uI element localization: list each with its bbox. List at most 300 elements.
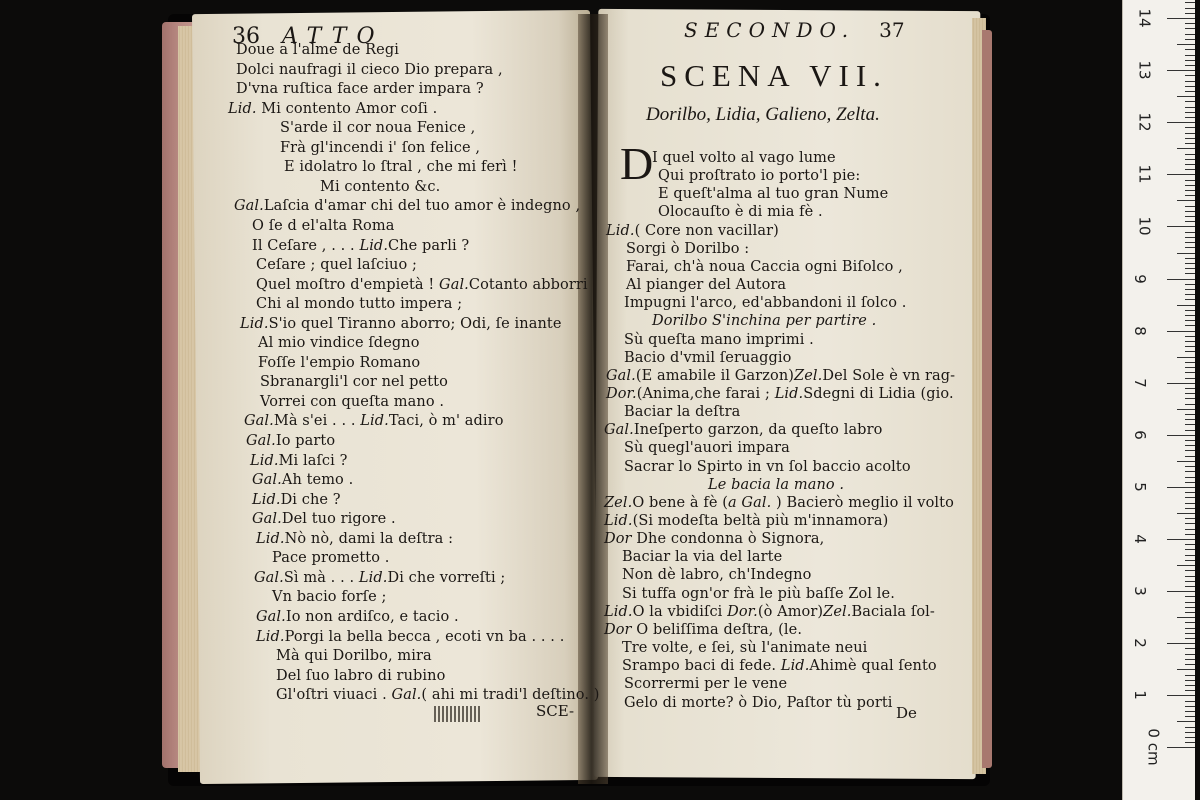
- ruler-tick: [1185, 49, 1195, 50]
- scene-title: SCENA VII.: [660, 58, 888, 93]
- text-line: [604, 530, 824, 548]
- ruler-tick: [1185, 310, 1195, 311]
- ruler-tick: [1185, 544, 1195, 545]
- ruler-tick: [1167, 18, 1195, 19]
- text-line: [708, 476, 844, 494]
- speaker-label: Lid.: [250, 452, 279, 469]
- signature-mark: [434, 706, 480, 722]
- line-text: Ceſare ; quel laſciuo ;: [256, 257, 418, 274]
- ruler-tick: [1185, 549, 1195, 550]
- line-text: E idolatro lo ſtral , che mi ferì !: [284, 159, 518, 176]
- text-line: [606, 222, 779, 240]
- speaker-label: Gal.: [439, 276, 469, 293]
- speaker-label: Lid.: [358, 569, 388, 586]
- line-text: Pace prometto .: [272, 550, 390, 567]
- ruler-tick: [1185, 654, 1195, 655]
- line-text: Farai, ch'à noua Caccia ogni Biſolco ,: [626, 258, 903, 275]
- text-line: [280, 139, 480, 157]
- ruler-tick: [1185, 701, 1195, 702]
- ruler-label: 11: [1135, 164, 1154, 184]
- line-text: Di che ?: [280, 491, 341, 508]
- ruler-label: 6: [1130, 430, 1149, 440]
- speaker-label: Gal.: [244, 413, 274, 430]
- text-line: [624, 675, 787, 693]
- ruler-tick: [1167, 747, 1195, 748]
- line-text: Chi al mondo tutto impera ;: [256, 296, 463, 313]
- ruler-tick: [1167, 279, 1195, 280]
- ruler-tick: [1185, 570, 1195, 571]
- speaker-label: Gal.: [606, 367, 636, 384]
- ruler-tick: [1177, 513, 1195, 514]
- ruler-tick: [1167, 383, 1195, 384]
- speaker-label: Gal.: [252, 472, 282, 489]
- line-text: S'io quel Tiranno aborro; Odi, ſe inante: [268, 315, 562, 332]
- ruler-tick: [1185, 284, 1195, 285]
- line-text: Frà gl'incendi i' ſon felice ,: [280, 139, 481, 156]
- text-line: [284, 158, 518, 176]
- text-line: [624, 403, 740, 421]
- ruler-tick: [1185, 180, 1195, 181]
- line-text: Bacio d'vmil ſeruaggio: [624, 349, 792, 366]
- text-line: [246, 432, 335, 450]
- line-text: Non dè labro, ch'Indegno: [622, 567, 812, 584]
- speaker-label: Gal.: [254, 569, 284, 586]
- ruler-tick: [1185, 388, 1195, 389]
- ruler-tick: [1185, 133, 1195, 134]
- text-line: [622, 639, 867, 657]
- speaker-label: Dor.: [606, 385, 637, 402]
- line-text: O bene à fè (: [632, 494, 728, 511]
- ruler-tick: [1185, 638, 1195, 639]
- ruler-tick: [1185, 529, 1195, 530]
- ruler-tick: [1185, 508, 1195, 509]
- stage-direction: Dorilbo S'inchina per partire .: [652, 313, 877, 330]
- ruler-tick: [1185, 497, 1195, 498]
- ruler-tick: [1185, 711, 1195, 712]
- ruler-tick: [1185, 65, 1195, 66]
- ruler-tick: [1185, 576, 1195, 577]
- line-text: Srampo baci di fede.: [622, 658, 781, 675]
- right-page-number: 37: [879, 18, 905, 42]
- text-line: [252, 217, 394, 235]
- text-line: [622, 657, 937, 675]
- text-line: [236, 41, 399, 59]
- text-line: [256, 608, 459, 626]
- ruler-tick: [1185, 237, 1195, 238]
- text-line: [624, 458, 911, 476]
- text-line: [658, 185, 888, 203]
- ruler-tick: [1185, 39, 1195, 40]
- book-cover-right: [982, 30, 992, 768]
- ruler-tick: [1185, 419, 1195, 420]
- line-text: Io parto: [275, 433, 336, 449]
- ruler-tick: [1185, 242, 1195, 243]
- ruler-tick: [1177, 253, 1195, 254]
- line-text: ( Core non vacillar): [634, 222, 779, 239]
- ruler-tick: [1185, 732, 1195, 733]
- ruler-tick: [1177, 721, 1195, 722]
- ruler-tick: [1185, 440, 1195, 441]
- line-text: Laſcia d'amar chi del tuo amor è indegno ,: [263, 198, 581, 215]
- ruler-tick: [1185, 393, 1195, 394]
- line-text: Cotanto abborri: [468, 276, 588, 293]
- speaker-label: Lid.: [774, 385, 804, 402]
- ruler-tick: [1185, 471, 1195, 472]
- text-line: [652, 312, 876, 330]
- line-text: Baciar la deſtra: [624, 404, 741, 421]
- text-line: [260, 393, 444, 411]
- ruler-tick: [1185, 263, 1195, 264]
- ruler-tick: [1185, 737, 1195, 738]
- text-line: [320, 178, 440, 196]
- ruler-tick: [1185, 60, 1195, 61]
- ruler-tick: [1185, 398, 1195, 399]
- ruler-label: 13: [1135, 60, 1154, 80]
- ruler-tick: [1185, 628, 1195, 629]
- ruler-tick: [1185, 680, 1195, 681]
- ruler-tick: [1185, 232, 1195, 233]
- ruler-tick: [1185, 706, 1195, 707]
- text-line: [604, 512, 888, 530]
- ruler-tick: [1185, 86, 1195, 87]
- line-text: Ahimè qual ſento: [809, 658, 937, 675]
- text-line: [280, 119, 475, 137]
- line-text: D'vna ruſtica face arder impara ?: [236, 81, 484, 98]
- ruler-tick: [1185, 268, 1195, 269]
- text-line: [240, 315, 562, 333]
- text-line: [252, 237, 469, 255]
- ruler-tick: [1185, 101, 1195, 102]
- line-text: Del Sole è vn rag-: [822, 367, 956, 384]
- line-text: O beliſſima deſtra, (le.: [631, 621, 803, 638]
- line-text: Scorrermi per le vene: [624, 676, 788, 693]
- text-line: [256, 530, 453, 548]
- ruler-tick: [1185, 445, 1195, 446]
- text-line: [258, 334, 420, 352]
- line-text: Taci, ò m' adiro: [388, 413, 504, 430]
- ruler-tick: [1185, 612, 1195, 613]
- ruler-tick: [1185, 664, 1195, 665]
- left-catchword: SCE-: [536, 702, 575, 720]
- text-line: [252, 491, 341, 509]
- speaker-label: Zel.: [823, 603, 852, 620]
- ruler-tick: [1185, 555, 1195, 556]
- line-text: Sù queſta mano imprimi .: [624, 331, 814, 348]
- text-line: [604, 603, 935, 621]
- ruler-label: 9: [1130, 273, 1149, 284]
- ruler-tick: [1185, 117, 1195, 118]
- ruler-tick: [1167, 435, 1195, 436]
- ruler-tick: [1185, 336, 1195, 337]
- line-text: Del ſuo labro di rubino: [276, 667, 446, 684]
- ruler-tick: [1167, 70, 1195, 71]
- ruler-tick: [1185, 91, 1195, 92]
- line-text: Mi contento Amor coſi .: [256, 100, 438, 117]
- line-text: O la vbidiſci: [632, 603, 728, 620]
- ruler-tick: [1185, 482, 1195, 483]
- ruler-label: 0 cm: [1144, 728, 1163, 767]
- line-text: Dolci naufragi il cieco Dio prepara ,: [236, 61, 503, 78]
- line-text: Nò nò, dami la deſtra :: [284, 530, 454, 547]
- ruler-label: 10: [1135, 216, 1154, 236]
- measurement-ruler: [1122, 0, 1195, 800]
- ruler-tick: [1185, 294, 1195, 295]
- text-line: [236, 61, 503, 79]
- scene-characters: Dorilbo, Lidia, Galieno, Zelta.: [646, 104, 880, 125]
- line-text: Olocauſto è di mia fè .: [658, 204, 823, 221]
- ruler-tick: [1185, 602, 1195, 603]
- line-text: Sdegni di Lidia (gio.: [803, 385, 954, 402]
- line-text: Gl'oſtri viuaci .: [276, 687, 392, 704]
- left-running-title: ATTO: [282, 24, 385, 49]
- ruler-tick: [1185, 424, 1195, 425]
- line-text: I quel volto al vago lume: [652, 150, 836, 166]
- line-text: Baciar la via del larte: [622, 549, 783, 566]
- ruler-tick: [1167, 331, 1195, 332]
- text-line: [626, 258, 903, 276]
- right-page-header: [684, 18, 905, 42]
- ruler-label: 2: [1130, 638, 1149, 649]
- speaker-label: Lid.: [256, 628, 285, 645]
- ruler-tick: [1177, 461, 1195, 462]
- ruler-tick: [1185, 75, 1195, 76]
- ruler-tick: [1185, 206, 1195, 207]
- text-line: [272, 549, 389, 567]
- text-line: [604, 494, 954, 512]
- ruler-tick: [1167, 695, 1195, 696]
- ruler-tick: [1185, 367, 1195, 368]
- ruler-tick: [1185, 503, 1195, 504]
- speaker-label: Lid.: [780, 658, 810, 675]
- ruler-label: 4: [1130, 534, 1149, 544]
- ruler-label: 1: [1130, 690, 1149, 701]
- speaker-label: Zel.: [794, 367, 823, 384]
- speaker-label: Gal.: [256, 608, 286, 625]
- speaker-label: Lid.: [360, 413, 389, 430]
- ruler-tick: [1185, 607, 1195, 608]
- line-text: Al pianger del Autora: [626, 277, 787, 294]
- ruler-tick: [1185, 622, 1195, 623]
- line-text: (ò Amor): [757, 603, 824, 620]
- text-line: [606, 385, 954, 403]
- text-line: [606, 367, 955, 385]
- ruler-tick: [1177, 148, 1195, 149]
- speaker-label: Gal.: [234, 198, 264, 215]
- text-line: [244, 412, 504, 430]
- ruler-tick: [1177, 200, 1195, 201]
- text-line: [626, 240, 749, 258]
- speaker-label: Lid.: [256, 530, 285, 547]
- line-text: Del tuo rigore .: [281, 511, 396, 528]
- ruler-label: 14: [1135, 8, 1154, 28]
- ruler-tick: [1185, 414, 1195, 415]
- line-text: Mi laſci ?: [278, 452, 348, 469]
- text-line: [256, 628, 564, 646]
- line-text: Mà s'ei . . .: [273, 413, 361, 430]
- ruler-label: 7: [1130, 377, 1149, 388]
- ruler-tick: [1177, 96, 1195, 97]
- line-text: Foſſe l'empio Romano: [258, 354, 421, 371]
- line-text: Dhe condonna ò Signora,: [631, 531, 825, 548]
- ruler-tick: [1185, 190, 1195, 191]
- line-text: Al mio vindice ſdegno: [258, 335, 420, 352]
- ruler-label: 12: [1135, 112, 1154, 132]
- ruler-tick: [1177, 617, 1195, 618]
- line-text: Qui proſtrato io porto'l pie:: [658, 168, 861, 185]
- ruler-tick: [1177, 565, 1195, 566]
- speaker-label: Lid.: [240, 315, 269, 332]
- ruler-tick: [1185, 13, 1195, 14]
- text-line: [254, 569, 505, 587]
- ruler-tick: [1167, 643, 1195, 644]
- ruler-tick: [1185, 378, 1195, 379]
- ruler-tick: [1185, 325, 1195, 326]
- speaker-label: Gal.: [604, 422, 634, 439]
- ruler-tick: [1185, 8, 1195, 9]
- speaker-label: Lid.: [359, 237, 389, 254]
- book-gutter: [578, 14, 608, 784]
- speaker-label: a Gal.: [727, 494, 772, 511]
- ruler-tick: [1185, 55, 1195, 56]
- line-text: Porgi la bella becca , ecoti vn ba . . . .: [284, 628, 565, 645]
- line-text: O ſe d el'alta Roma: [252, 217, 395, 234]
- ruler-tick: [1185, 143, 1195, 144]
- line-text: Il Ceſare , . . .: [252, 237, 360, 254]
- line-text: Baciala ſol-: [851, 603, 935, 620]
- line-text: Ah temo .: [281, 472, 354, 489]
- ruler-tick: [1185, 346, 1195, 347]
- text-line: [256, 295, 462, 313]
- text-line: [256, 256, 417, 274]
- ruler-tick: [1185, 534, 1195, 535]
- speaker-label: Dor: [604, 531, 632, 548]
- ruler-tick: [1185, 581, 1195, 582]
- ruler-tick: [1185, 164, 1195, 165]
- ruler-tick: [1185, 362, 1195, 363]
- text-line: [236, 80, 484, 98]
- ruler-tick: [1185, 518, 1195, 519]
- text-line: [256, 276, 588, 294]
- ruler-tick: [1177, 409, 1195, 410]
- text-line: [276, 667, 445, 685]
- text-line: [272, 588, 387, 606]
- ruler-tick: [1167, 591, 1195, 592]
- line-text: Vorrei con queſta mano .: [260, 393, 445, 410]
- speaker-label: Zel.: [604, 494, 633, 511]
- ruler-tick: [1185, 23, 1195, 24]
- text-line: [234, 197, 580, 215]
- ruler-tick: [1185, 127, 1195, 128]
- stage-direction: Le bacia la mano .: [708, 476, 845, 493]
- ruler-tick: [1185, 2, 1195, 3]
- ruler-tick: [1185, 320, 1195, 321]
- line-text: Quel moſtro d'empietà !: [256, 276, 440, 293]
- ruler-tick: [1185, 586, 1195, 587]
- line-text: Sorgi ò Dorilbo :: [626, 240, 750, 257]
- line-text: E queſt'alma al tuo gran Nume: [658, 186, 889, 203]
- ruler-tick: [1185, 138, 1195, 139]
- line-text: Mi contento &c.: [320, 178, 441, 195]
- text-line: [622, 585, 895, 603]
- drop-cap: D: [620, 138, 654, 189]
- ruler-tick: [1185, 675, 1195, 676]
- text-line: [624, 439, 790, 457]
- ruler-tick: [1185, 258, 1195, 259]
- ruler-tick: [1185, 211, 1195, 212]
- ruler-tick: [1185, 315, 1195, 316]
- text-line: [624, 294, 906, 312]
- line-text: Che parli ?: [388, 237, 470, 254]
- line-text: ( ahi mi tradi'l deſtino. ): [421, 687, 600, 704]
- ruler-tick: [1185, 289, 1195, 290]
- ruler-tick: [1185, 112, 1195, 113]
- ruler-tick: [1185, 685, 1195, 686]
- ruler-tick: [1177, 357, 1195, 358]
- line-text: Io non ardiſco, e tacio .: [285, 608, 459, 625]
- line-text: Tre volte, e ſei, sù l'animate neui: [622, 640, 868, 657]
- ruler-tick: [1185, 81, 1195, 82]
- ruler-tick: [1185, 185, 1195, 186]
- ruler-tick: [1185, 372, 1195, 373]
- ruler-tick: [1185, 154, 1195, 155]
- ruler-tick: [1177, 44, 1195, 45]
- speaker-label: Lid.: [228, 100, 257, 117]
- line-text: Impugni l'arco, ed'abbandoni il ſolco .: [624, 295, 907, 312]
- text-line: [260, 373, 448, 391]
- line-text: Sbranargli'l cor nel petto: [260, 374, 448, 391]
- ruler-tick: [1185, 216, 1195, 217]
- line-text: Si tuffa ogn'or frà le più baſſe Zol le.: [622, 585, 895, 602]
- ruler-tick: [1185, 273, 1195, 274]
- text-line: [624, 349, 791, 367]
- text-line: [626, 276, 786, 294]
- ruler-tick: [1185, 456, 1195, 457]
- speaker-label: Gal.: [246, 433, 276, 449]
- ruler-label: 3: [1130, 586, 1149, 596]
- ruler-tick: [1185, 107, 1195, 108]
- speaker-label: Lid.: [604, 513, 633, 529]
- ruler-tick: [1177, 305, 1195, 306]
- ruler-tick: [1185, 430, 1195, 431]
- line-text: Mà qui Dorilbo, mira: [276, 648, 432, 665]
- ruler-tick: [1185, 450, 1195, 451]
- text-line: [624, 694, 893, 712]
- text-line: [604, 421, 882, 439]
- ruler-tick: [1167, 174, 1195, 175]
- line-text: Di che vorreſti ;: [387, 569, 506, 586]
- ruler-label: 8: [1130, 325, 1149, 336]
- speaker-label: Dor: [604, 621, 632, 638]
- line-text: (Anima,che farai ;: [636, 385, 775, 402]
- ruler-tick: [1185, 560, 1195, 561]
- text-line: [658, 203, 823, 221]
- ruler-tick: [1167, 226, 1195, 227]
- ruler-tick: [1185, 466, 1195, 467]
- ruler-tick: [1185, 351, 1195, 352]
- line-text: Gelo di morte? ò Dio, Paſtor tù porti: [624, 694, 893, 711]
- text-line: [258, 354, 420, 372]
- ruler-tick: [1185, 492, 1195, 493]
- ruler-tick: [1185, 299, 1195, 300]
- right-catchword: De: [896, 704, 917, 722]
- text-line: [252, 471, 353, 489]
- text-line: [250, 452, 347, 470]
- ruler-tick: [1185, 742, 1195, 743]
- speaker-label: Gal.: [252, 511, 282, 528]
- ruler-tick: [1167, 539, 1195, 540]
- text-line: [622, 566, 811, 584]
- line-text: S'arde il cor noua Fenice ,: [280, 120, 476, 137]
